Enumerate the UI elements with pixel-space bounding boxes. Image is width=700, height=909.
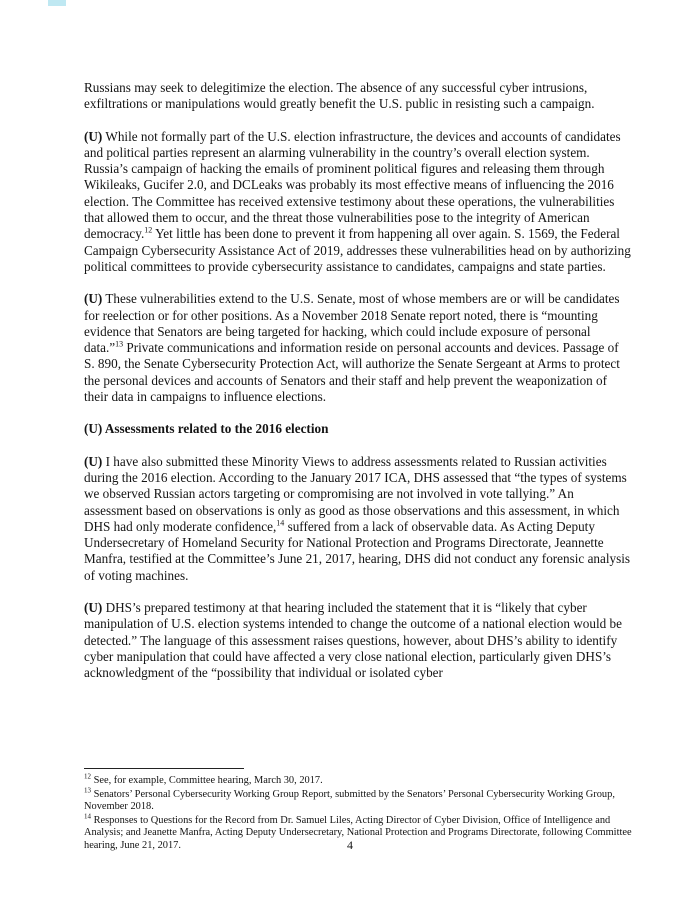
body-paragraph xyxy=(84,80,632,113)
footnote-text: See, for example, Committee hearing, March 30, 2017. xyxy=(91,775,323,786)
classification-marker: (U) xyxy=(84,128,103,144)
classification-marker: (U) xyxy=(84,453,103,469)
classification-marker: (U) xyxy=(84,291,103,307)
footnote-number: 12 xyxy=(84,772,91,781)
footnote-reference: 12 xyxy=(144,225,153,235)
paragraph-text: Private communications and information reside on personal accounts and devices. Passage of S. 890, the Senate Cybersecurity Protection Act, will authorize the Senate Sergeant at Arms to protect the personal devices and accounts of Senators and their staff and help prevent the weaponization of their data in campaigns to influence elections. xyxy=(84,340,620,405)
document-body xyxy=(84,80,632,698)
scan-corner-mark xyxy=(48,0,66,6)
body-paragraph xyxy=(84,600,632,681)
paragraph-text: These vulnerabilities extend to the U.S. Senate, most of whose members are or will be candidates for reelection or for other positions. As a November 2018 Senate report noted, there is “mounting evidence that Senators are being targeted for hacking, which could include exposure of personal data.” xyxy=(84,291,620,356)
footnote-reference: 13 xyxy=(115,339,124,349)
body-paragraph xyxy=(84,129,632,276)
paragraph-text: While not formally part of the U.S. election infrastructure, the devices and accounts of candidates and political parties represent an alarming vulnerability in the country’s overall election system. Russia’s campaign of hacking the emails of prominent political figures and releasing them through Wikileaks, Gucifer 2.0, and DCLeaks was probably its most effective means of influencing the 2016 election. The Committee has received extensive testimony about these operations, the vulnerabilities that allowed them to occur, and the threat those vulnerabilities pose to the integrity of American democracy. xyxy=(84,128,621,242)
body-paragraph xyxy=(84,454,632,584)
footnote-text: Senators’ Personal Cybersecurity Working Group Report, submitted by the Senators’ Personal Cybersecurity Working Group, November 2018. xyxy=(84,788,615,813)
footnote xyxy=(84,786,632,814)
footnote-reference: 14 xyxy=(276,518,285,528)
footnote-separator xyxy=(84,768,244,769)
footnote xyxy=(84,772,632,788)
paragraph-text: DHS’s prepared testimony at that hearing included the statement that it is “likely that cyber manipulation of U.S. election systems intended to change the outcome of a national election would be detected.” The language of this assessment raises questions, however, about DHS’s ability to identify cyber manipulation that could have affected a very close national election, particularly given DHS’s acknowledgment of the “possibility that individual or isolated cyber xyxy=(84,600,622,681)
classification-marker: (U) xyxy=(84,600,103,616)
body-paragraph xyxy=(84,291,632,405)
paragraph-text: Yet little has been done to prevent it from happening all over again. S. 1569, the Federal Campaign Cybersecurity Assistance Act of 2019, addresses these vulnerabilities head on by authorizing political committees to provide cybersecurity assistance to candidates, campaigns and state parties. xyxy=(84,226,631,274)
page-number: 4 xyxy=(347,838,353,852)
paragraph-text: Russians may seek to delegitimize the election. The absence of any successful cyber intrusions, exfiltrations or manipulations would greatly benefit the U.S. public in resisting such a campaign. xyxy=(84,80,595,112)
paragraph-text: I have also submitted these Minority Views to address assessments related to Russian activities during the 2016 election. According to the January 2017 ICA, DHS assessed that “the types of systems we observed Russian actors targeting or compromising are not involved in vote tallying.” An assessment based on observations is only as good as those observations and this assessment, in which DHS had only moderate confidence, xyxy=(84,453,627,534)
footnote-number: 13 xyxy=(84,786,91,795)
footnote-number: 14 xyxy=(84,812,91,821)
footnote-text: Responses to Questions for the Record from Dr. Samuel Liles, Acting Director of Cyber Division, Office of Intelligence and Analysis; and Jeanette Manfra, Acting Deputy Undersecretary, National Protection and Programs Directorate, following Committee hearing, June 21, 2017. xyxy=(84,814,632,851)
paragraph-text: suffered from a lack of observable data. As Acting Deputy Undersecretary of Homeland Security for National Protection and Programs Directorate, Jeannette Manfra, testified at the Committee’s June 21, 2017, hearing, DHS did not conduct any forensic analysis of voting machines. xyxy=(84,518,631,583)
section-heading: (U) Assessments related to the 2016 election xyxy=(84,421,329,437)
